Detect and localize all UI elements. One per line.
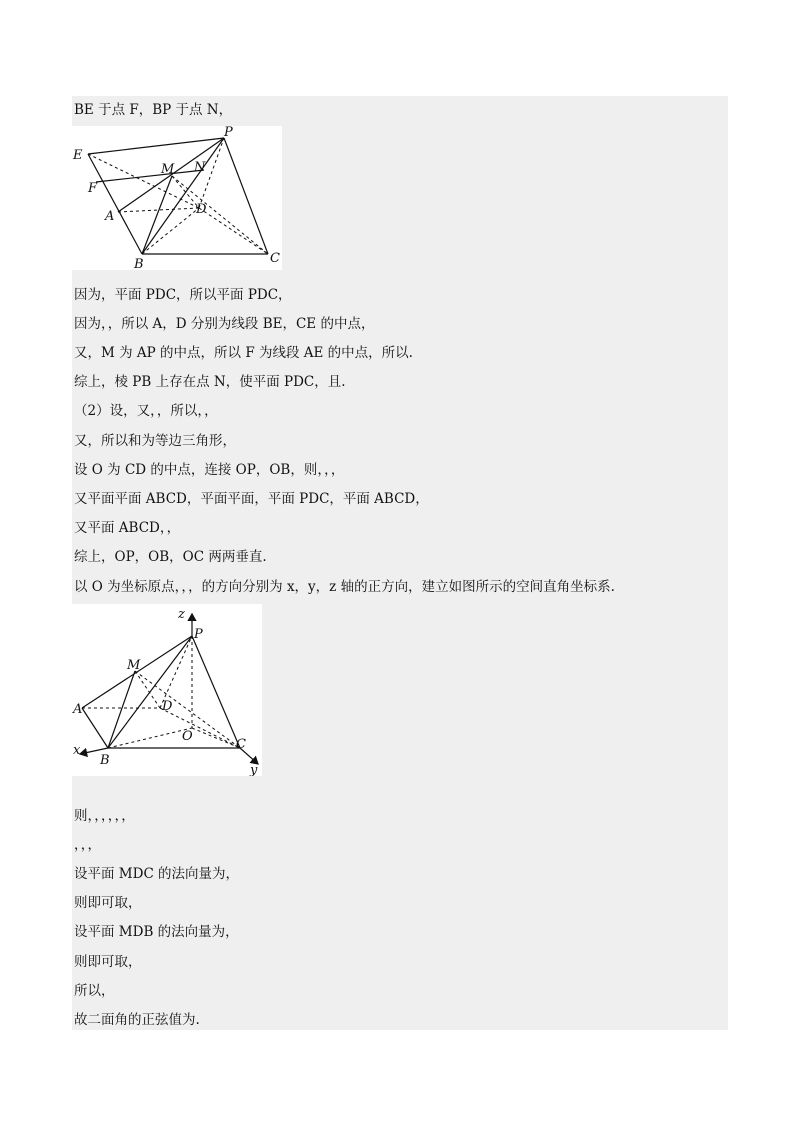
text-line: 设 O 为 CD 的中点，连接 OP，OB，则，，， xyxy=(74,462,345,478)
label-B: B xyxy=(100,753,110,768)
text-line: 因为，平面 PDC，所以平面 PDC， xyxy=(74,287,292,303)
text-line: 则即可取， xyxy=(74,895,142,911)
label-D: D xyxy=(162,699,173,714)
figure-coordinate-system xyxy=(72,604,262,776)
label-A: A xyxy=(105,209,115,224)
label-M: M xyxy=(161,162,175,177)
text-line: 又平面 ABCD，， xyxy=(74,520,181,536)
label-z-axis: z xyxy=(178,607,185,622)
label-N: N xyxy=(194,160,206,175)
label-P: P xyxy=(224,126,233,140)
label-C: C xyxy=(270,251,280,266)
text-line: 因为，，所以 A，D 分别为线段 BE，CE 的中点， xyxy=(74,316,375,332)
text-line: ，，， xyxy=(74,837,101,853)
text-line: 又，M 为 AP 的中点，所以 F 为线段 AE 的中点，所以. xyxy=(74,345,413,361)
text-line: 则即可取， xyxy=(74,954,142,970)
label-B: B xyxy=(134,257,144,270)
label-P: P xyxy=(194,627,203,642)
text-line: BE 于点 F，BP 于点 N， xyxy=(74,102,233,118)
text-line: 又平面平面 ABCD，平面平面，平面 PDC，平面 ABCD， xyxy=(74,491,429,507)
text-line: 设平面 MDB 的法向量为， xyxy=(74,924,239,940)
text-line: （2）设，又，，所以，， xyxy=(74,403,218,419)
text-line: 综上，OP，OB，OC 两两垂直. xyxy=(74,549,267,565)
text-line: 所以， xyxy=(74,983,115,999)
label-C: C xyxy=(236,737,246,752)
text-line: 综上，棱 PB 上存在点 N，使平面 PDC，且. xyxy=(74,374,346,390)
label-y-axis: y xyxy=(250,763,258,776)
figure-2-svg xyxy=(72,604,262,776)
figure-1-svg xyxy=(72,126,282,270)
label-A: A xyxy=(73,702,83,717)
label-x-axis: x xyxy=(73,743,81,758)
text-line: 设平面 MDC 的法向量为， xyxy=(74,866,240,882)
label-D: D xyxy=(196,202,207,217)
label-F: F xyxy=(88,181,98,196)
label-E: E xyxy=(73,148,83,163)
text-line: 又，所以和为等边三角形， xyxy=(74,433,236,449)
text-line: 故二面角的正弦值为. xyxy=(74,1012,200,1028)
text-line: 以 O 为坐标原点，，，的方向分别为 x，y，z 轴的正方向，建立如图所示的空间直角坐标系. xyxy=(74,579,615,595)
label-M: M xyxy=(127,658,141,673)
label-O: O xyxy=(182,729,193,744)
text-line: 则，，，，，， xyxy=(74,808,135,824)
figure-pyramid-1 xyxy=(72,126,282,270)
